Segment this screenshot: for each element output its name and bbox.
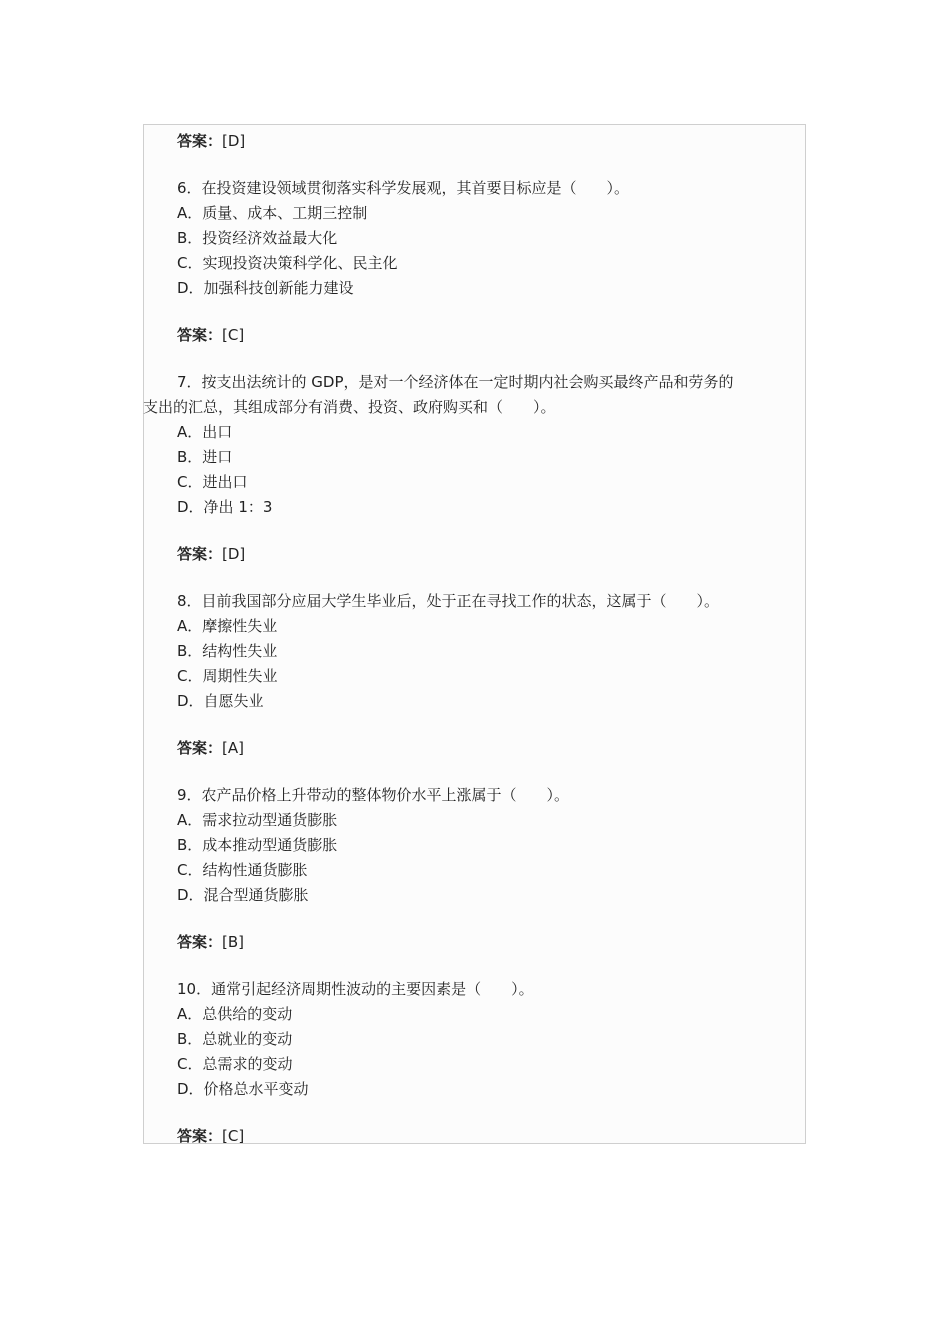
answer-value: [C] (222, 1127, 245, 1145)
answer-6 (177, 324, 244, 346)
answer-label: 答案： (177, 1127, 223, 1145)
question-10-option-c: C．总需求的变动 (177, 1055, 293, 1073)
question-9-stem: 9．农产品价格上升带动的整体物价水平上涨属于（ ）。 (177, 786, 570, 804)
question-8-option-b: B．结构性失业 (177, 642, 278, 660)
question-6-stem: 6．在投资建设领域贯彻落实科学发展观，其首要目标应是（ ）。 (177, 179, 630, 197)
answer-label: 答案： (177, 326, 223, 344)
answer-label: 答案： (177, 933, 223, 951)
answer-8 (177, 737, 244, 759)
question-6-option-b: B．投资经济效益最大化 (177, 229, 338, 247)
question-9-option-b: B．成本推动型通货膨胀 (177, 836, 338, 854)
answer-value: [C] (222, 326, 245, 344)
answer-value: [D] (222, 545, 246, 563)
answer-value: [D] (222, 132, 246, 150)
answer-value: [A] (222, 739, 244, 757)
answer-value: [B] (222, 933, 245, 951)
answer-9 (177, 931, 244, 953)
question-10-option-a: A．总供给的变动 (177, 1005, 293, 1023)
question-7-stem: 7．按支出法统计的 GDP，是对一个经济体在一定时期内社会购买最终产品和劳务的 (177, 373, 734, 391)
question-7-option-b: B．进口 (177, 448, 233, 466)
question-9-option-d: D．混合型通货膨胀 (177, 886, 309, 904)
question-10-option-d: D．价格总水平变动 (177, 1080, 309, 1098)
question-7-stem-continued: 支出的汇总，其组成部分有消费、投资、政府购买和（ ）。 (143, 398, 556, 416)
question-7-option-d: D．净出 1：3 (177, 498, 273, 516)
answer-10 (177, 1125, 244, 1147)
question-10-stem: 10．通常引起经济周期性波动的主要因素是（ ）。 (177, 980, 534, 998)
question-8-option-d: D．自愿失业 (177, 692, 264, 710)
question-8-option-a: A．摩擦性失业 (177, 617, 278, 635)
question-7-option-a: A．出口 (177, 423, 233, 441)
answer-5 (177, 130, 245, 152)
answer-7 (177, 543, 245, 565)
answer-label: 答案： (177, 545, 223, 563)
answer-label: 答案： (177, 739, 223, 757)
question-9-option-c: C．结构性通货膨胀 (177, 861, 308, 879)
question-8-stem: 8．目前我国部分应届大学生毕业后，处于正在寻找工作的状态，这属于（ ）。 (177, 592, 720, 610)
question-6-option-c: C．实现投资决策科学化、民主化 (177, 254, 398, 272)
question-10-option-b: B．总就业的变动 (177, 1030, 293, 1048)
question-6-option-d: D．加强科技创新能力建设 (177, 279, 354, 297)
question-6-option-a: A．质量、成本、工期三控制 (177, 204, 368, 222)
question-7-option-c: C．进出口 (177, 473, 248, 491)
answer-label: 答案： (177, 132, 223, 150)
question-9-option-a: A．需求拉动型通货膨胀 (177, 811, 338, 829)
question-8-option-c: C．周期性失业 (177, 667, 278, 685)
